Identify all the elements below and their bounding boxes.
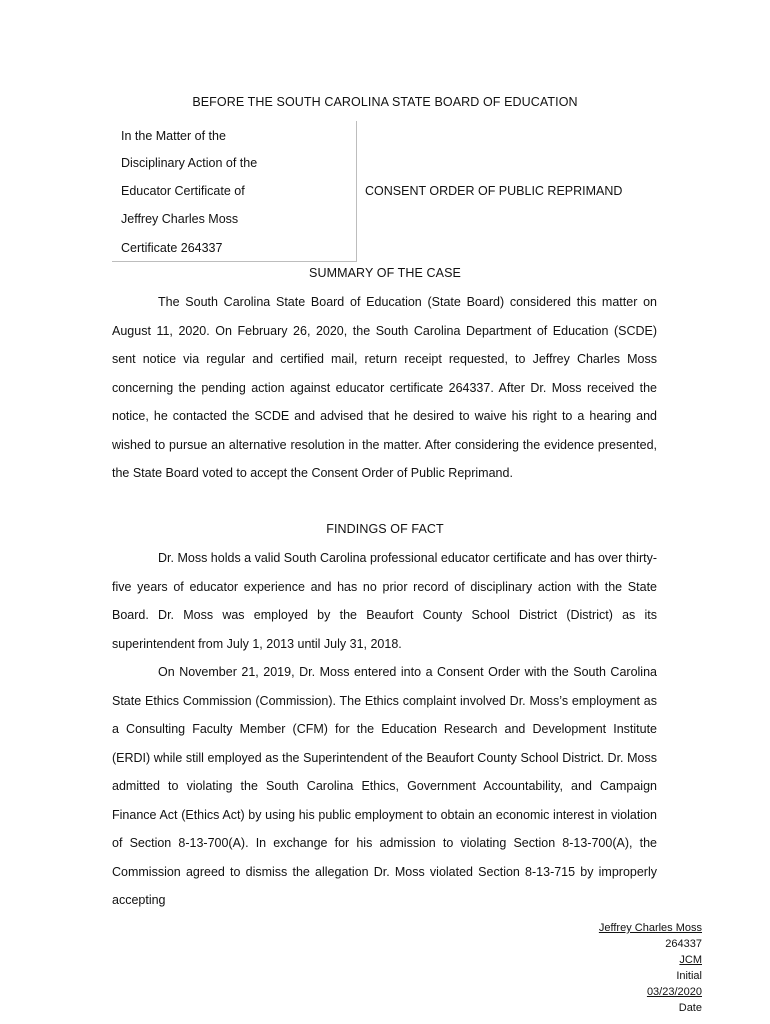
summary-paragraph: The South Carolina State Board of Education (State Board) considered this matter on August 11, 2020. On February 26, 2020, the South Carolina Department of Education (SCDE) sent notice via regular and certified mail, return receipt requested, to Jeffrey Charles Moss concerning the pending action against educator certificate 264337. After Dr. Moss received the notice, he contacted the SCDE and advised that he desired to waive his right to a hearing and wished to pursue an alternative resolution in the matter. After considering the evidence presented, the State Board voted to accept the Consent Order of Public Reprimand.: [112, 295, 657, 480]
summary-heading: SUMMARY OF THE CASE: [309, 266, 461, 280]
caption-line-matter: In the Matter of the: [121, 129, 226, 143]
findings-paragraph-1: Dr. Moss holds a valid South Carolina professional educator certificate and has over thirty-five years of educator experience and has no prior record of disciplinary action with the State Board. Dr. Moss was employed by the Beaufort County School District (District) as its superintendent from July 1, 2013 until July 31, 2018.: [112, 551, 657, 651]
caption-line-disciplinary: Disciplinary Action of the: [121, 156, 258, 170]
footer-date: 03/23/2020: [646, 986, 702, 998]
footer-initial-label: Initial: [676, 970, 702, 982]
findings-heading: FINDINGS OF FACT: [326, 522, 444, 536]
board-heading: BEFORE THE SOUTH CAROLINA STATE BOARD OF EDUCATION: [192, 95, 578, 109]
footer-name: Jeffrey Charles Moss: [598, 922, 702, 934]
footer-certificate: 264337: [665, 938, 702, 950]
footer-date-label: Date: [678, 1002, 702, 1014]
findings-paragraph-2: On November 21, 2019, Dr. Moss entered into a Consent Order with the South Carolina State Ethics Commission (Commission). The Ethics complaint involved Dr. Moss’s employment as a Consulting Faculty Member (CFM) for the Education Research and Development Institute (ERDI) while still employed as the Superintendent of the Beaufort County School District. Dr. Moss admitted to violating the South Carolina Ethics, Government Accountability, and Campaign Finance Act (Ethics Act) by using his public employment to obtain an economic interest in violation of Section 8-13-700(A). In exchange for his admission to violating Section 8-13-700(A), the Commission agreed to dismiss the allegation Dr. Moss violated Section 8-13-715 by improperly accepting: [112, 665, 657, 907]
consent-order-title: CONSENT ORDER OF PUBLIC REPRIMAND: [365, 184, 623, 198]
caption-line-certificate-of: Educator Certificate of: [121, 184, 245, 198]
footer-block: [599, 920, 702, 1016]
caption-line-name: Jeffrey Charles Moss: [121, 212, 239, 226]
footer-initials: JCM: [679, 954, 702, 966]
caption-line-certificate-number: Certificate 264337: [121, 241, 223, 255]
